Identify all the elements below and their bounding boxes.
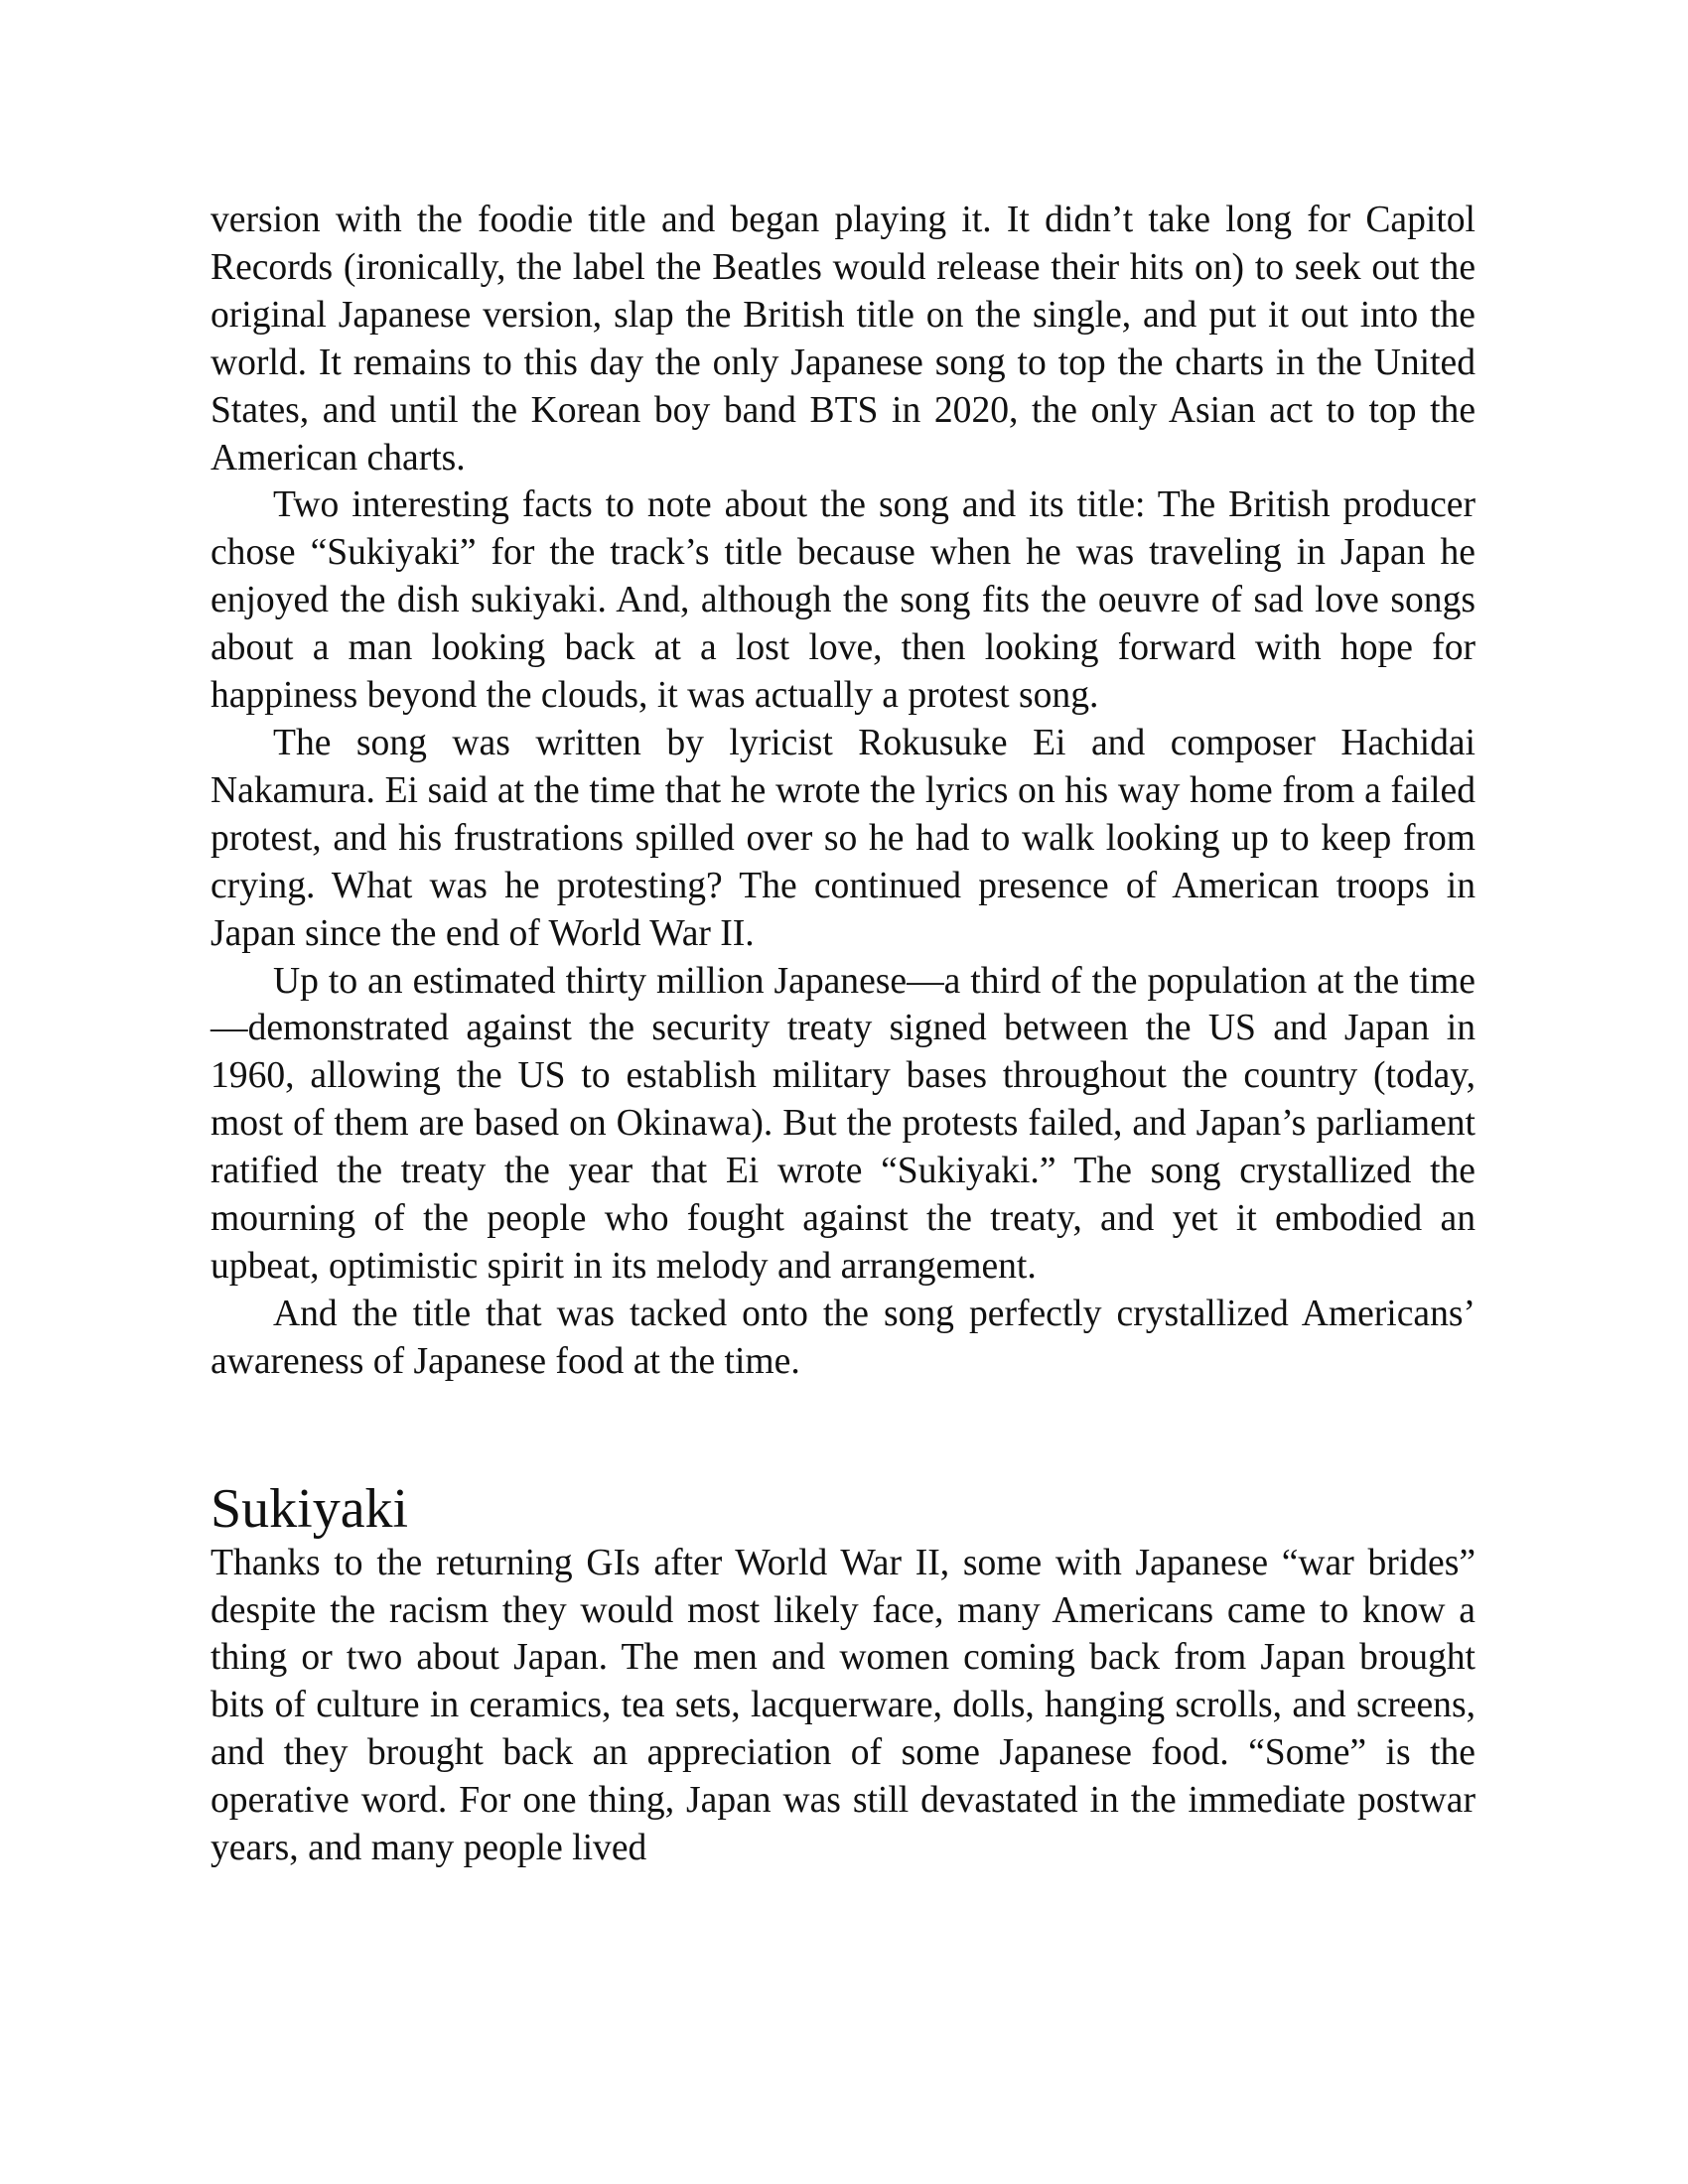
document-page xyxy=(211,197,1476,1872)
body-paragraph-5: And the title that was tacked onto the song perfectly crystallized Americans’ awareness of Japanese food at the time. xyxy=(211,1293,1476,1382)
section-paragraph-1: Thanks to the returning GIs after World War II, some with Japanese “war brides” despite the racism they would most likely face, many Americans came to know a thing or two about Japan. The men and women coming back from Japan brought bits of culture in ceramics, tea sets, lacquerware, dolls, hanging scrolls, and screens, and they brought back an appreciation of some Japanese food. “Some” is the operative word. For one thing, Japan was still devastated in the immediate postwar years, and many people lived xyxy=(211,1542,1476,1869)
body-paragraph-1: version with the foodie title and began playing it. It didn’t take long for Capitol Records (ironically, the label the Beatles would release their hits on) to seek out the original Japanese version, slap the British title on the single, and put it out into the world. It remains to this day the only Japanese song to top the charts in the United States, and until the Korean boy band BTS in 2020, the only Asian act to top the American charts. xyxy=(211,200,1476,478)
body-paragraph-2: Two interesting facts to note about the song and its title: The British producer chose “Sukiyaki” for the track’s title because when he was traveling in Japan he enjoyed the dish sukiyaki. And, although the song fits the oeuvre of sad love songs about a man looking back at a lost love, then looking forward with hope for happiness beyond the clouds, it was actually a protest song. xyxy=(211,484,1476,717)
section-heading: Sukiyaki xyxy=(211,1477,409,1540)
body-paragraph-3: The song was written by lyricist Rokusuke Ei and composer Hachidai Nakamura. Ei said at the time that he wrote the lyrics on his way home from a failed protest, and his frustrations spilled over so he had to walk looking up to keep from crying. What was he protesting? The continued presence of American troops in Japan since the end of World War II. xyxy=(211,722,1476,954)
body-paragraph-4: Up to an estimated thirty million Japanese—a third of the population at the time—demonstrated against the security treaty signed between the US and Japan in 1960, allowing the US to establish military bases throughout the country (today, most of them are based on Okinawa). But the protests failed, and Japan’s parliament ratified the treaty the year that Ei wrote “Sukiyaki.” The song crystallized the mourning of the people who fought against the treaty, and yet it embodied an upbeat, optimistic spirit in its melody and arrangement. xyxy=(211,960,1476,1287)
